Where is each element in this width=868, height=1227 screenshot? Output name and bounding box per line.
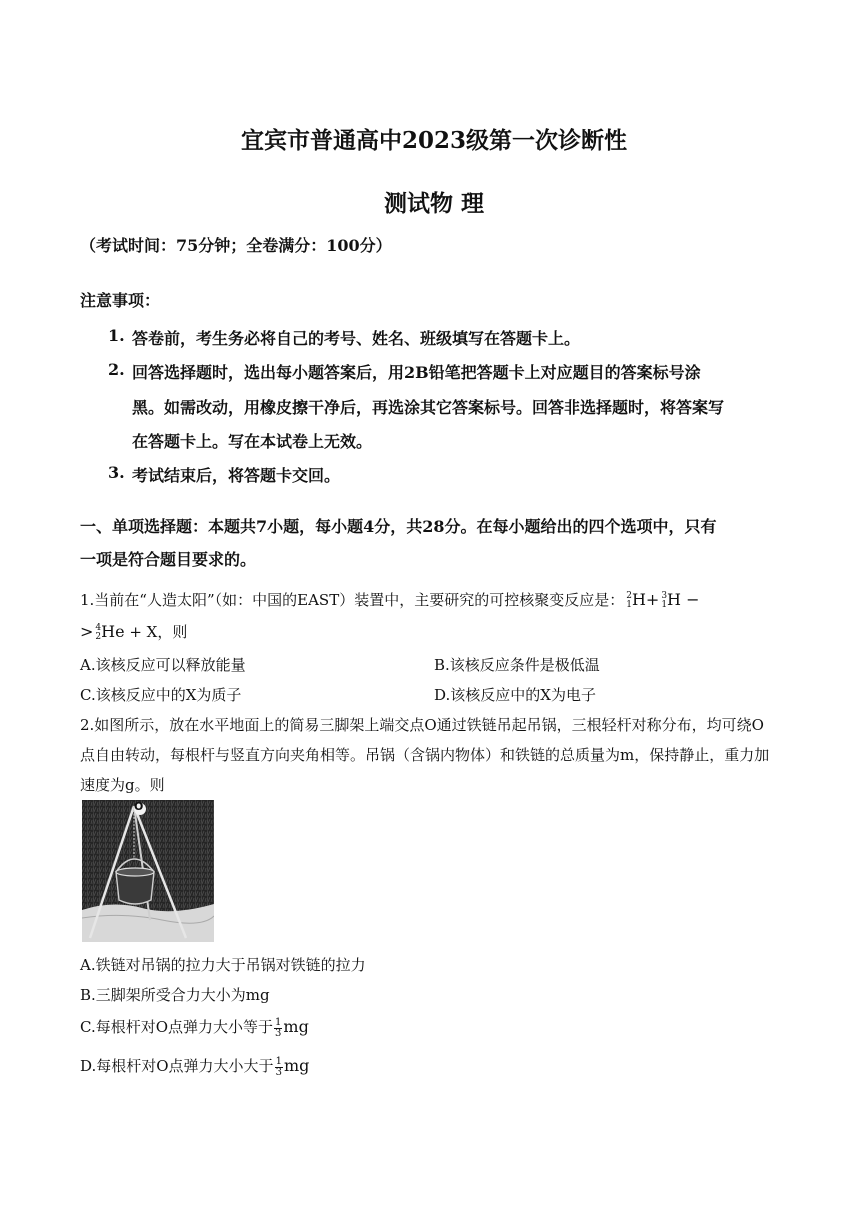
exam-info: （考试时间：75分钟；全卷满分：100分） [80, 236, 392, 255]
notice-item-2-line1: 回答选择题时，选出每小题答案后，用2B铅笔把答题卡上对应题目的答案标号涂 [132, 363, 701, 382]
page-title: 宜宾市普通高中2023级第一次诊断性 [240, 127, 627, 154]
q1-equation-part2: > 4 2 He [80, 622, 125, 642]
q2-option-d-text: D.每根杆对O点弹力大小大于 [80, 1057, 274, 1075]
q2-option-c-unit: mg [283, 1017, 309, 1036]
q2-stem-line1: 2.如图所示，放在水平地面上的简易三脚架上端交点O通过铁链吊起吊锅，三根轻杆对称分布，均可绕O [80, 716, 764, 734]
q2-option-a: A.铁链对吊锅的拉力大于吊锅对铁链的拉力 [80, 956, 366, 974]
q2-stem-line3: 速度为g。则 [80, 776, 165, 794]
notice-item-3: 考试结束后，将答题卡交回。 [132, 466, 341, 485]
q2-stem-line2: 点自由转动，每根杆与竖直方向夹角相等。吊锅（含锅内物体）和铁链的总质量为m，保持静止，重力加 [80, 746, 770, 764]
q1-option-c: C.该核反应中的X为质子 [80, 686, 242, 704]
notice-item-3-num: 3. [108, 463, 125, 482]
q2-option-d [80, 1055, 309, 1078]
photo-o-label: O [134, 800, 144, 813]
q1-equation-part1: 2 1 H+ 3 1 H − [626, 590, 700, 610]
q1-stem [80, 589, 700, 610]
q1-option-a: A.该核反应可以释放能量 [80, 656, 246, 674]
tripod-pot-photo [82, 800, 214, 942]
q1-isotope-1-numbers: 2 1 [626, 590, 632, 610]
q1-option-d: D.该核反应中的X为电子 [434, 686, 596, 704]
q2-option-c-fraction: $\frac{1}{3}$ [275, 1016, 282, 1039]
q1-option-b: B.该核反应条件是极低温 [434, 656, 600, 674]
q2-option-b: B.三脚架所受合力大小为mg [80, 986, 270, 1004]
q1-isotope-3-numbers: 4 2 [95, 622, 102, 642]
q1-stem-tail: + X，则 [124, 623, 188, 641]
notice-item-2-num: 2. [108, 360, 125, 379]
notice-item-1: 答卷前，考生务必将自己的考号、姓名、班级填写在答题卡上。 [132, 329, 581, 348]
q2-option-d-unit: mg [283, 1056, 310, 1075]
q2-option-c [80, 1016, 309, 1039]
q2-option-d-fraction: $\frac{1}{3}$ [275, 1055, 282, 1078]
notice-heading: 注意事项： [80, 291, 161, 310]
section-heading-line2: 一项是符合题目要求的。 [80, 550, 257, 569]
section-heading-line1: 一、单项选择题：本题共7小题，每小题4分，共28分。在每小题给出的四个选项中，只有 [80, 517, 717, 536]
q1-isotope-2-numbers: 3 1 [661, 590, 668, 610]
page-subtitle: 测试物 理 [383, 190, 484, 217]
q2-option-c-text: C.每根杆对O点弹力大小等于 [80, 1018, 274, 1036]
notice-item-1-num: 1. [108, 326, 125, 345]
q1-stem-cont [80, 621, 187, 642]
notice-item-2-line2: 黑。如需改动，用橡皮擦干净后，再选涂其它答案标号。回答非选择题时，将答案写 [132, 398, 725, 417]
q1-stem-text: 1.当前在“人造太阳”（如：中国的EAST）装置中，主要研究的可控核聚变反应是： [80, 591, 625, 609]
notice-item-2-line3: 在答题卡上。写在本试卷上无效。 [132, 432, 373, 451]
